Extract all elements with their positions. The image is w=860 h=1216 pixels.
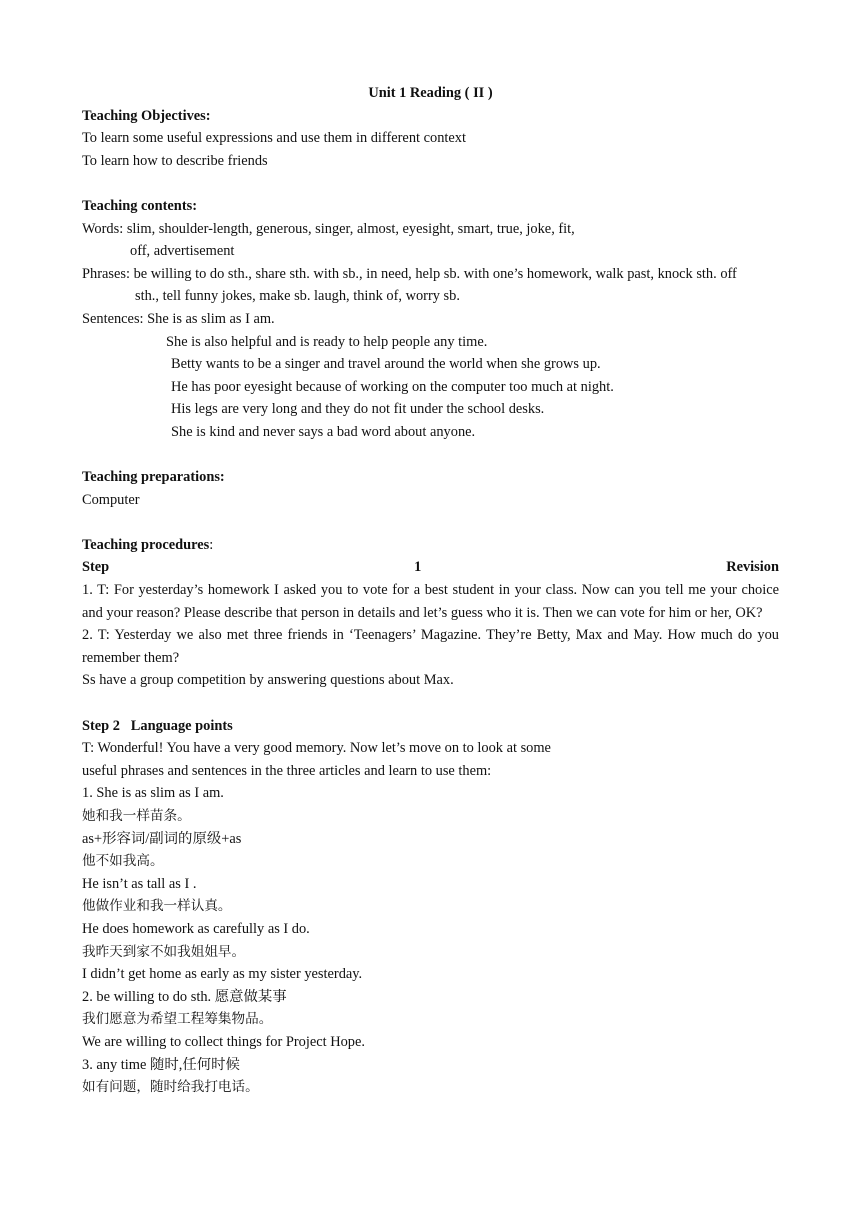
step2-line: 他做作业和我一样认真。 bbox=[82, 898, 232, 915]
step2-line: useful phrases and sentences in the three articles and learn to use them: bbox=[82, 762, 492, 779]
step2-line: as+形容词/副词的原级+as bbox=[82, 830, 242, 847]
words-text: slim, shoulder-length, generous, singer, almost, eyesight, smart, true, joke, fit, bbox=[123, 220, 575, 237]
document-page bbox=[82, 82, 779, 1099]
sentence-item: He has poor eyesight because of working on the computer too much at night. bbox=[171, 378, 614, 395]
procedures-heading: Teaching procedures: bbox=[82, 536, 214, 553]
step1-label: Step bbox=[82, 559, 110, 576]
preparations-item: Computer bbox=[82, 491, 140, 508]
phrases-text: be willing to do sth., share sth. with sb., in need, help sb. with one’s homework, walk past, knock sth. off bbox=[129, 265, 737, 282]
phrases-line bbox=[82, 263, 779, 286]
objectives-heading: Teaching Objectives: bbox=[82, 107, 211, 124]
step2-line: 她和我一样苗条。 bbox=[82, 808, 191, 824]
contents-heading: Teaching contents: bbox=[82, 197, 197, 214]
sentence-text: She is as slim as I am. bbox=[143, 310, 275, 327]
step2-line: We are willing to collect things for Project Hope. bbox=[82, 1033, 365, 1050]
step2-heading: Step 2 Language points bbox=[82, 717, 233, 734]
sentence-item: His legs are very long and they do not fit under the school desks. bbox=[171, 401, 545, 418]
sentence-item: She is kind and never says a bad word about anyone. bbox=[171, 423, 476, 440]
sentence-item: She is also helpful and is ready to help people any time. bbox=[166, 333, 488, 350]
document-title: Unit 1 Reading ( II ) bbox=[368, 85, 493, 101]
step2-line: 2. be willing to do sth. 愿意做某事 bbox=[82, 988, 287, 1005]
step2-line: 他不如我高。 bbox=[82, 853, 164, 870]
step1-paragraph: 1. T: For yesterday’s homework I asked you to vote for a best student in your class. Now can you tell me your choice and your reason? Please describe that person in details and let’s guess who it is. Then we can vote for him or her, OK? bbox=[82, 582, 779, 621]
step1-heading bbox=[82, 556, 779, 579]
sentences-line bbox=[82, 308, 779, 331]
step2-line: He isn’t as tall as I . bbox=[82, 875, 197, 892]
phrases-line-continued: sth., tell funny jokes, make sb. laugh, think of, worry sb. bbox=[135, 288, 460, 305]
step2-line: 我们愿意为希望工程筹集物品。 bbox=[82, 1011, 273, 1028]
step2-line: 我昨天到家不如我姐姐早。 bbox=[82, 943, 246, 960]
sentences-label: Sentences: bbox=[82, 310, 144, 327]
objective-item: To learn some useful expressions and use them in different context bbox=[82, 130, 466, 147]
step2-line: I didn’t get home as early as my sister yesterday. bbox=[82, 966, 363, 983]
step2-line: 1. She is as slim as I am. bbox=[82, 785, 224, 802]
objective-item: To learn how to describe friends bbox=[82, 152, 268, 169]
step1-number: 1 bbox=[414, 559, 422, 576]
step1-title: Revision bbox=[726, 559, 779, 576]
step2-line: T: Wonderful! You have a very good memory. Now let’s move on to look at some bbox=[82, 740, 551, 757]
step2-line: 如有问题，随时给我打电话。 bbox=[82, 1079, 259, 1096]
words-line-continued: off, advertisement bbox=[130, 243, 235, 260]
step1-paragraph: Ss have a group competition by answering questions about Max. bbox=[82, 672, 454, 689]
words-line bbox=[82, 218, 779, 241]
phrases-label: Phrases: bbox=[82, 265, 130, 282]
step1-paragraph: 2. T: Yesterday we also met three friends in ‘Teenagers’ Magazine. They’re Betty, Max and May. How much do you remember them? bbox=[82, 627, 779, 666]
step2-line: 3. any time 随时,任何时候 bbox=[82, 1056, 240, 1073]
preparations-heading: Teaching preparations: bbox=[82, 469, 225, 486]
step2-line: He does homework as carefully as I do. bbox=[82, 920, 310, 937]
words-label: Words: bbox=[82, 220, 124, 237]
sentence-item: Betty wants to be a singer and travel around the world when she grows up. bbox=[171, 356, 601, 373]
